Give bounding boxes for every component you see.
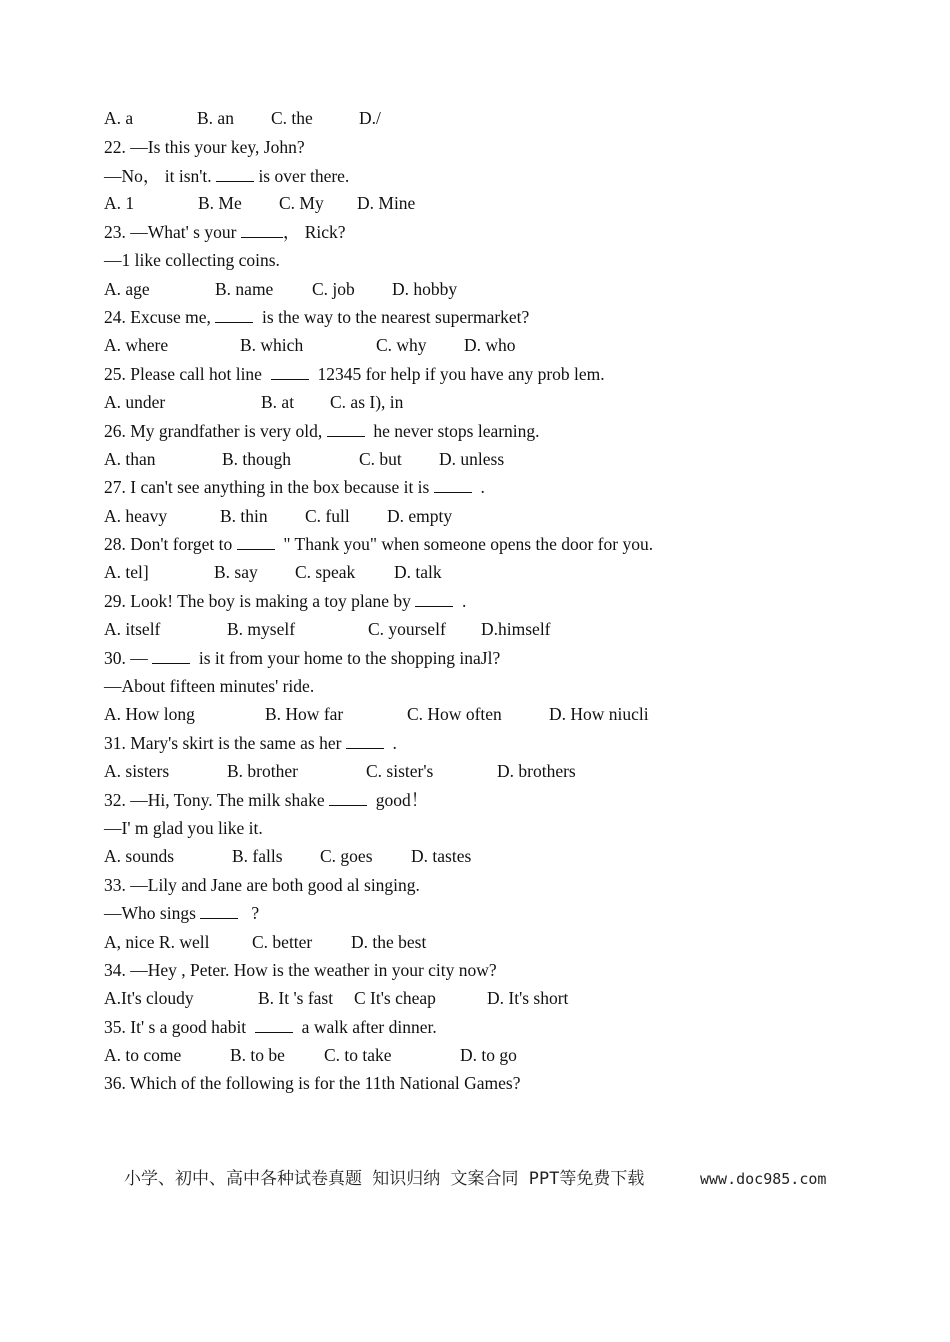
answer-option: C. why [376,335,427,355]
question-text: 34. —Hey , Peter. How is the weather in your city now? [104,960,497,980]
question-text: 31. Mary's skirt is the same as her [104,733,346,753]
question-text: 25. Please call hot line [104,364,271,384]
answer-blank [152,648,190,664]
answer-option: C. sister's [366,761,434,781]
question-text: ， Rick? [282,222,346,242]
question-text: good！ [366,790,429,810]
question-line [104,647,500,669]
answer-option: B. say [214,562,258,582]
question-text: 35. It' s a good habit [104,1017,255,1037]
question-line [104,590,466,612]
question-text: is over there. [254,166,350,186]
question-text: 27. I can't see anything in the box because it is [104,477,434,497]
question-text: —Who sings [104,903,201,923]
answer-option: D. How niucli [549,704,649,724]
answer-option: D./ [359,108,381,128]
question-text: 24. Excuse me, [104,307,216,327]
answer-options [104,931,804,953]
answer-blank [329,790,367,806]
answer-option: B. name [215,279,274,299]
answer-option: C It's cheap [354,988,436,1008]
answer-options [104,334,804,356]
question-line [104,902,259,924]
question-line [104,165,349,187]
answer-option: D. who [464,335,516,355]
answer-blank [237,534,275,550]
question-text: 23. —What' s your [104,222,241,242]
answer-option: B. falls [232,846,283,866]
answer-option: A. itself [104,619,161,639]
question-line [104,249,280,271]
question-text: —1 like collecting coins. [104,250,280,270]
answer-option: C. full [305,506,350,526]
answer-option: D. unless [439,449,505,469]
answer-options [104,987,804,1009]
question-text: 33. —Lily and Jane are both good al singing. [104,875,420,895]
answer-option: B. an [197,108,234,128]
question-text: ? [238,903,260,923]
answer-option: A. tel] [104,562,149,582]
answer-option: A.It's cloudy [104,988,194,1008]
question-text: a walk after dinner. [292,1017,437,1037]
question-line [104,533,653,555]
answer-blank [434,477,472,493]
answer-options [104,618,804,640]
footer-text: 小学、初中、高中各种试卷真题 知识归纳 文案合同 PPT等免费下载 [124,1169,645,1189]
answer-option: C. to take [324,1045,392,1065]
answer-option: B. brother [227,761,298,781]
answer-options [104,505,804,527]
question-text: 30. — [104,648,153,668]
answer-option: D. tastes [411,846,472,866]
question-line [104,136,305,158]
footer-website: www.doc985.com [700,1170,827,1188]
question-text: 36. Which of the following is for the 11th National Games? [104,1073,521,1093]
answer-options [104,107,804,129]
answer-blank [215,307,253,323]
answer-option: D.himself [481,619,551,639]
question-text: is it from your home to the shopping inaJl? [190,648,501,668]
answer-option: A, nice R. well [104,932,210,952]
answer-option: A. a [104,108,134,128]
answer-option: D. brothers [497,761,576,781]
question-text: 22. —Is this your key, John? [104,137,305,157]
answer-blank [200,903,238,919]
answer-option: D. empty [387,506,453,526]
question-text: 26. My grandfather is very old, [104,421,327,441]
answer-option: C. job [312,279,355,299]
question-line [104,959,497,981]
answer-options [104,448,804,470]
answer-option: A. sisters [104,761,170,781]
question-line [104,874,420,896]
answer-options [104,391,804,413]
answer-option: A. age [104,279,150,299]
answer-option: C. better [252,932,313,952]
answer-blank [346,733,384,749]
question-text: 32. —Hi, Tony. The milk shake [104,790,329,810]
answer-option: A. heavy [104,506,168,526]
question-text: —I' m glad you like it. [104,818,263,838]
question-line [104,789,428,811]
answer-option: C. goes [320,846,373,866]
answer-option: D. to go [460,1045,517,1065]
page-footer [124,1168,844,1190]
question-line [104,817,263,839]
answer-options [104,278,804,300]
question-text: 29. Look! The boy is making a toy plane by [104,591,416,611]
answer-option: C. the [271,108,313,128]
answer-blank [327,421,365,437]
answer-option: B. Me [198,193,242,213]
answer-option: D. It's short [487,988,569,1008]
question-line [104,476,485,498]
question-line [104,306,529,328]
answer-option: A. How long [104,704,195,724]
answer-options [104,703,804,725]
question-line [104,732,397,754]
answer-option: A. than [104,449,156,469]
answer-option: B. at [261,392,295,412]
question-text: " Thank you" when someone opens the door for you. [274,534,654,554]
answer-options [104,845,804,867]
question-line [104,420,540,442]
answer-option: A. where [104,335,169,355]
question-text: —No， it isn't. [104,166,217,186]
answer-option: D. Mine [357,193,416,213]
answer-option: D. the best [351,932,427,952]
question-line [104,1016,437,1038]
question-text: —About fifteen minutes' ride. [104,676,315,696]
question-text: . [383,733,397,753]
question-line [104,1072,521,1094]
answer-option: B. though [222,449,292,469]
question-text: is the way to the nearest supermarket? [253,307,530,327]
answer-option: D. hobby [392,279,458,299]
answer-option: B. myself [227,619,296,639]
answer-option: B. to be [230,1045,285,1065]
question-text: he never stops learning. [364,421,540,441]
answer-options [104,760,804,782]
question-text: 28. Don't forget to [104,534,237,554]
answer-blank [241,222,283,238]
answer-blank [415,591,453,607]
question-line [104,221,346,243]
answer-option: A. 1 [104,193,135,213]
answer-option: A. to come [104,1045,182,1065]
answer-options [104,192,804,214]
answer-option: D. talk [394,562,442,582]
answer-options [104,1044,804,1066]
answer-option: B. How far [265,704,344,724]
answer-option: C. but [359,449,402,469]
answer-options [104,561,804,583]
answer-option: A. sounds [104,846,175,866]
question-text: . [453,591,467,611]
answer-option: B. which [240,335,304,355]
answer-option: C. speak [295,562,356,582]
question-text: 12345 for help if you have any prob lem. [308,364,605,384]
answer-option: A. under [104,392,166,412]
answer-blank [216,166,254,182]
answer-option: B. It 's fast [258,988,334,1008]
answer-option: B. thin [220,506,268,526]
question-text: . [471,477,485,497]
question-line [104,675,314,697]
answer-option: C. yourself [368,619,446,639]
answer-blank [271,364,309,380]
answer-option: C. My [279,193,324,213]
question-line [104,363,605,385]
answer-option: C. as I), in [330,392,404,412]
answer-option: C. How often [407,704,502,724]
answer-blank [255,1017,293,1033]
